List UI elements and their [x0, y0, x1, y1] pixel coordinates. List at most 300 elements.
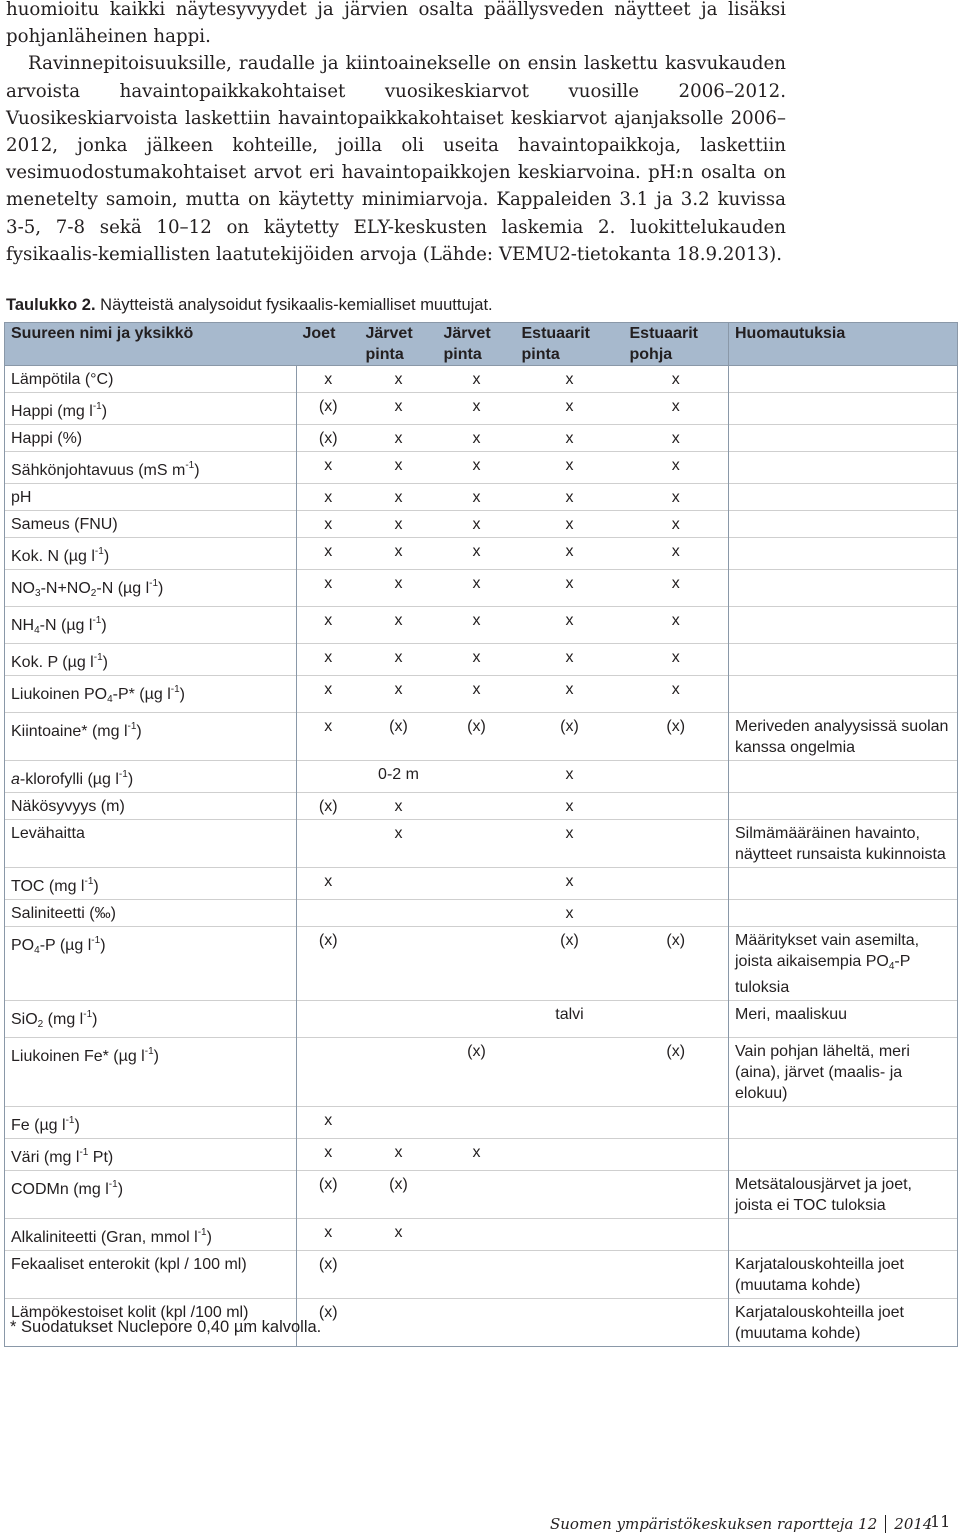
text-fragment: -1: [92, 615, 102, 626]
cell-mark: [360, 1001, 438, 1038]
variable-name: [5, 1251, 297, 1299]
footer-series: Suomen ympäristökeskuksen raportteja 12: [550, 1515, 878, 1533]
text-fragment: Saliniteetti (‰): [11, 905, 116, 922]
page-footer: [550, 1515, 932, 1533]
table-body: [5, 366, 958, 1347]
text-fragment: ): [179, 686, 185, 703]
text-fragment: Happi (%): [11, 430, 83, 447]
text-fragment: Happi (mg l: [11, 403, 93, 420]
text-fragment: pH: [11, 489, 32, 506]
cell-mark: x: [297, 607, 360, 644]
note-cell: [729, 644, 958, 676]
cell-mark: x: [360, 538, 438, 570]
variable-name: [5, 1139, 297, 1171]
text-fragment: Näkösyvyys (m): [11, 798, 125, 815]
note-cell: [729, 1139, 958, 1171]
page-number: 11: [930, 1512, 951, 1531]
cell-mark: [516, 1219, 624, 1251]
text-fragment: Lämpökestoiset kolit (kpl /100 ml): [11, 1304, 249, 1321]
note-cell: [729, 927, 958, 1001]
text-fragment: Pt): [88, 1149, 114, 1166]
text-fragment: 2: [90, 588, 97, 599]
cell-mark: [624, 1107, 729, 1139]
cell-mark: (x): [516, 927, 624, 1001]
cell-mark: x: [516, 570, 624, 607]
paragraph-continuation: huomioitu kaikki näytesyvyydet ja järvien osalta päällysveden näytteet ja lisäksi pohjanläheinen happi.: [6, 0, 786, 48]
variable-name: [5, 761, 297, 793]
variable-name: [5, 868, 297, 900]
cell-mark: x: [438, 366, 516, 393]
cell-mark: [624, 1251, 729, 1299]
table-row: [5, 607, 958, 644]
cell-mark: x: [438, 570, 516, 607]
cell-mark: x: [516, 644, 624, 676]
text-fragment: Väri (mg l: [11, 1149, 80, 1166]
table-row: [5, 761, 958, 793]
note-cell: Silmämääräinen havainto, näytteet runsaista kukinnoista: [729, 820, 958, 868]
cell-mark: [438, 1219, 516, 1251]
note-cell: Karjatalouskohteilla joet (muutama kohde): [729, 1299, 958, 1347]
text-fragment: 2: [37, 1019, 44, 1030]
text-fragment: Kiintoaine* (mg l: [11, 723, 128, 740]
cell-mark: x: [516, 676, 624, 713]
variable-name: [5, 484, 297, 511]
cell-mark: x: [438, 393, 516, 425]
variable-name: [5, 538, 297, 570]
text-fragment: -1: [118, 769, 128, 780]
cell-mark: (x): [516, 713, 624, 761]
note-cell: Karjatalouskohteilla joet (muutama kohde): [729, 1251, 958, 1299]
cell-mark: [624, 868, 729, 900]
text-fragment: ): [127, 771, 134, 788]
cell-mark: x: [438, 676, 516, 713]
header-estuaarit-pohja: Estuaarit pohja: [624, 323, 729, 366]
cell-mark: x: [297, 644, 360, 676]
cell-mark: x: [360, 607, 438, 644]
table-row: [5, 793, 958, 820]
variable-name: [5, 452, 297, 484]
note-cell: [729, 393, 958, 425]
table-row: [5, 1139, 958, 1171]
table-row: [5, 484, 958, 511]
text-fragment: -N (µg l: [39, 617, 93, 634]
text-fragment: -P (µg l: [39, 937, 92, 954]
text-fragment: 4: [34, 625, 40, 636]
text-fragment: -1: [83, 1009, 93, 1020]
cell-mark: [438, 1251, 516, 1299]
cell-mark: x: [360, 425, 438, 452]
note-cell: [729, 570, 958, 607]
cell-mark: (x): [360, 713, 438, 761]
text-fragment: ): [92, 1011, 98, 1028]
note-cell: Metsätalousjärvet ja joet, joista ei TOC tuloksia: [729, 1171, 958, 1219]
table-caption: [6, 296, 493, 315]
cell-mark: [360, 868, 438, 900]
note-cell: [729, 511, 958, 538]
table-row: [5, 676, 958, 713]
cell-mark: [624, 820, 729, 868]
cell-mark: x: [624, 607, 729, 644]
cell-mark: [624, 793, 729, 820]
cell-mark: x: [360, 676, 438, 713]
cell-mark: x: [360, 511, 438, 538]
text-fragment: ): [102, 654, 108, 671]
text-fragment: Liukoinen PO: [11, 686, 108, 703]
cell-mark: x: [516, 393, 624, 425]
cell-mark: x: [516, 868, 624, 900]
text-fragment: Sähkönjohtavuus (mS m: [11, 462, 186, 479]
note-cell: [729, 900, 958, 927]
table-row: [5, 644, 958, 676]
table-row: [5, 511, 958, 538]
table-row: [5, 425, 958, 452]
cell-mark: x: [297, 366, 360, 393]
note-cell: [729, 676, 958, 713]
cell-mark: x: [297, 452, 360, 484]
cell-mark: x: [297, 538, 360, 570]
cell-mark: [438, 761, 516, 793]
note-cell: [729, 607, 958, 644]
note-cell: [729, 793, 958, 820]
cell-mark: x: [360, 1219, 438, 1251]
text-fragment: -1: [149, 578, 159, 589]
text-fragment: Määritykset vain asemilta, joista aikaisempia PO: [735, 932, 920, 970]
text-fragment: Liukoinen Fe* (µg l: [11, 1048, 145, 1065]
text-fragment: NH: [11, 617, 35, 634]
table-row: [5, 1251, 958, 1299]
variables-table: [4, 322, 958, 1347]
cell-mark: [297, 761, 360, 793]
cell-mark: x: [297, 484, 360, 511]
cell-mark: x: [297, 713, 360, 761]
note-cell: Meriveden analyysissä suolan kanssa ongelmia: [729, 713, 958, 761]
text-fragment: TOC (mg l: [11, 878, 85, 895]
text-fragment: -N (µg l: [96, 580, 150, 597]
table-row: [5, 393, 958, 425]
cell-mark: x: [297, 676, 360, 713]
cell-mark: (x): [297, 425, 360, 452]
cell-mark: x: [624, 393, 729, 425]
cell-mark: [360, 1251, 438, 1299]
cell-mark: x: [516, 607, 624, 644]
cell-mark: x: [360, 793, 438, 820]
cell-mark: 0-2 m: [360, 761, 438, 793]
cell-mark: x: [516, 538, 624, 570]
cell-mark: [297, 1001, 360, 1038]
cell-mark: [516, 1139, 624, 1171]
cell-mark: talvi: [516, 1001, 624, 1038]
cell-mark: x: [438, 425, 516, 452]
cell-mark: [624, 1001, 729, 1038]
header-name: Suureen nimi ja yksikkö: [5, 323, 297, 366]
cell-mark: (x): [297, 927, 360, 1001]
text-fragment: -1: [93, 652, 103, 663]
cell-mark: [438, 793, 516, 820]
cell-mark: x: [438, 484, 516, 511]
text-fragment: ): [103, 548, 110, 565]
text-fragment: PO: [11, 937, 35, 954]
cell-mark: x: [624, 570, 729, 607]
cell-mark: [438, 1107, 516, 1139]
table-row: [5, 927, 958, 1001]
cell-mark: x: [624, 538, 729, 570]
table-row: [5, 1107, 958, 1139]
cell-mark: x: [624, 366, 729, 393]
cell-mark: x: [297, 1219, 360, 1251]
text-fragment: -N+NO: [40, 580, 91, 597]
note-cell: Vain pohjan läheltä, meri (aina), järvet (maalis- ja elokuu): [729, 1038, 958, 1107]
text-fragment: Sameus (FNU): [11, 516, 118, 533]
table-caption-text: Näytteistä analysoidut fysikaalis-kemialliset muuttujat.: [95, 296, 493, 314]
text-fragment: ): [117, 1181, 124, 1198]
note-cell: [729, 1107, 958, 1139]
body-text: [6, 0, 786, 268]
text-fragment: ): [101, 403, 108, 420]
note-cell: [729, 538, 958, 570]
cell-mark: [624, 900, 729, 927]
cell-mark: [516, 1251, 624, 1299]
cell-mark: x: [516, 452, 624, 484]
variable-name: [5, 1001, 297, 1038]
text-fragment: Levähaitta: [11, 825, 85, 842]
variable-name: [5, 820, 297, 868]
cell-mark: [624, 1171, 729, 1219]
variable-name: [5, 644, 297, 676]
paragraph-methods: Ravinnepitoisuuksille, raudalle ja kiintoainekselle on ensin laskettu kasvukauden arvoista havaintopaikkakohtaiset vuosikeskiarvot vuosille 2006–2012. Vuosikeskiarvoista laskettiin havaintopaikkakohtaiset keskiarvot ajanjaksolle 2006–2012, jonka jälkeen kohteille, joilla oli useita havaintopaikkoja, laskettiin vesimuodostumakohtaiset arvot eri havaintopaikkojen keskiarvoina. pH:n osalta on menetelty samoin, mutta on käytetty minimiarvoja. Kappaleiden 3.1 ja 3.2 kuvissa 3-5, 7-8 sekä 10–12 on käytetty ELY-keskusten laskemia 2. luokittelukauden fysikaalis-kemiallisten laatutekijöiden arvoja (Lähde: VEMU2-tietokanta 18.9.2013).: [6, 53, 786, 265]
cell-mark: [438, 900, 516, 927]
cell-mark: x: [516, 484, 624, 511]
table-row: [5, 1219, 958, 1251]
text-fragment: -1: [79, 1147, 89, 1158]
text-fragment: -1: [127, 721, 137, 732]
variable-name: [5, 713, 297, 761]
table-row: [5, 820, 958, 868]
cell-mark: [360, 900, 438, 927]
variable-name: [5, 1219, 297, 1251]
cell-mark: [360, 1038, 438, 1107]
cell-mark: (x): [624, 1038, 729, 1107]
text-fragment: 4: [107, 694, 113, 705]
note-cell: [729, 484, 958, 511]
text-fragment: -P tuloksia: [735, 953, 911, 996]
note-cell: [729, 1219, 958, 1251]
cell-mark: (x): [624, 713, 729, 761]
text-fragment: -1: [170, 684, 180, 695]
cell-mark: (x): [438, 1038, 516, 1107]
text-fragment: -1: [197, 1227, 207, 1238]
cell-mark: (x): [297, 1171, 360, 1219]
variable-name: [5, 393, 297, 425]
cell-mark: [438, 820, 516, 868]
cell-mark: [297, 1038, 360, 1107]
text-fragment: -1: [144, 1046, 154, 1057]
text-fragment: -P* (µg l: [112, 686, 171, 703]
text-fragment: -1: [185, 460, 195, 471]
header-jarvet-1: Järvet pinta: [360, 323, 438, 366]
cell-mark: x: [516, 511, 624, 538]
cell-mark: (x): [297, 1299, 360, 1347]
cell-mark: [297, 900, 360, 927]
note-cell: [729, 425, 958, 452]
footnote: * Suodatukset Nuclepore 0,40 µm kalvolla.: [10, 1318, 322, 1336]
cell-mark: (x): [438, 713, 516, 761]
cell-mark: [438, 927, 516, 1001]
table-row: [5, 1038, 958, 1107]
cell-mark: [624, 1299, 729, 1347]
variable-name: [5, 793, 297, 820]
text-fragment: -klorofylli (µg l: [19, 771, 119, 788]
variable-name: [5, 570, 297, 607]
text-fragment: Alkaliniteetti (Gran, mmol l: [11, 1229, 198, 1246]
cell-mark: x: [360, 644, 438, 676]
table-row: [5, 452, 958, 484]
cell-mark: [516, 1299, 624, 1347]
text-fragment: ): [93, 878, 99, 895]
cell-mark: x: [297, 868, 360, 900]
cell-mark: x: [516, 793, 624, 820]
text-fragment: -1: [84, 876, 94, 887]
cell-mark: x: [624, 511, 729, 538]
cell-mark: [624, 1139, 729, 1171]
table-row: [5, 1171, 958, 1219]
text-fragment: ): [194, 462, 200, 479]
table-row: [5, 1001, 958, 1038]
cell-mark: x: [360, 820, 438, 868]
variable-name: [5, 1171, 297, 1219]
text-fragment: Lämpötila (°C): [11, 371, 114, 388]
text-fragment: Fekaaliset enterokit (kpl / 100 ml): [11, 1256, 247, 1273]
cell-mark: [360, 927, 438, 1001]
text-fragment: (mg l: [43, 1011, 84, 1028]
text-fragment: ): [74, 1117, 80, 1134]
note-cell: Meri, maaliskuu: [729, 1001, 958, 1038]
cell-mark: [438, 1001, 516, 1038]
cell-mark: [438, 1171, 516, 1219]
text-fragment: 4: [888, 961, 895, 972]
cell-mark: (x): [297, 393, 360, 425]
cell-mark: x: [438, 452, 516, 484]
header-estuaarit-pinta: Estuaarit pinta: [516, 323, 624, 366]
cell-mark: (x): [297, 793, 360, 820]
cell-mark: x: [624, 644, 729, 676]
variable-name: [5, 511, 297, 538]
note-cell: [729, 452, 958, 484]
cell-mark: x: [624, 676, 729, 713]
cell-mark: (x): [297, 1251, 360, 1299]
cell-mark: (x): [360, 1171, 438, 1219]
cell-mark: x: [516, 820, 624, 868]
variable-name: [5, 927, 297, 1001]
table-row: [5, 713, 958, 761]
text-fragment: ): [101, 617, 107, 634]
cell-mark: x: [360, 393, 438, 425]
cell-mark: [624, 761, 729, 793]
cell-mark: [516, 1038, 624, 1107]
table-row: [5, 570, 958, 607]
cell-mark: x: [438, 607, 516, 644]
variable-name: [5, 1107, 297, 1139]
header-jarvet-2: Järvet pinta: [438, 323, 516, 366]
table-caption-label: Taulukko 2.: [6, 296, 96, 314]
cell-mark: x: [297, 1139, 360, 1171]
text-fragment: ): [136, 723, 142, 740]
cell-mark: x: [516, 900, 624, 927]
variable-name: [5, 607, 297, 644]
cell-mark: x: [297, 570, 360, 607]
text-fragment: -1: [108, 1179, 118, 1190]
cell-mark: x: [516, 761, 624, 793]
note-cell: [729, 761, 958, 793]
variable-name: [5, 676, 297, 713]
note-cell: [729, 366, 958, 393]
cell-mark: x: [624, 484, 729, 511]
cell-mark: [438, 868, 516, 900]
cell-mark: [624, 1219, 729, 1251]
text-fragment: SiO: [11, 1011, 38, 1028]
cell-mark: x: [438, 1139, 516, 1171]
cell-mark: x: [360, 1139, 438, 1171]
footer-separator: [885, 1515, 886, 1533]
footer-year: 2014: [894, 1515, 933, 1533]
variable-name: [5, 366, 297, 393]
text-fragment: Fe (µg l: [11, 1117, 66, 1134]
text-fragment: ): [206, 1229, 212, 1246]
cell-mark: [516, 1107, 624, 1139]
table-row: [5, 538, 958, 570]
header-joet: Joet: [297, 323, 360, 366]
cell-mark: x: [360, 570, 438, 607]
cell-mark: x: [438, 644, 516, 676]
cell-mark: x: [438, 538, 516, 570]
cell-mark: x: [516, 425, 624, 452]
table-header-row: [5, 323, 958, 366]
cell-mark: [360, 1107, 438, 1139]
cell-mark: x: [297, 1107, 360, 1139]
text-fragment: ): [158, 580, 164, 597]
cell-mark: x: [516, 366, 624, 393]
text-fragment: Kok. N (µg l: [11, 548, 95, 565]
cell-mark: [516, 1171, 624, 1219]
header-notes: Huomautuksia: [729, 323, 958, 366]
cell-mark: [360, 1299, 438, 1347]
table-row: [5, 366, 958, 393]
cell-mark: (x): [624, 927, 729, 1001]
text-fragment: -1: [92, 401, 102, 412]
text-fragment: NO: [11, 580, 35, 597]
text-fragment: -1: [65, 1115, 75, 1126]
text-fragment: a: [11, 771, 20, 788]
cell-mark: x: [360, 452, 438, 484]
text-fragment: -1: [94, 546, 104, 557]
cell-mark: x: [624, 452, 729, 484]
text-fragment: ): [100, 937, 106, 954]
note-cell: [729, 868, 958, 900]
cell-mark: x: [624, 425, 729, 452]
variable-name: [5, 425, 297, 452]
cell-mark: x: [360, 484, 438, 511]
text-fragment: Kok. P (µg l: [11, 654, 94, 671]
text-fragment: CODMn (mg l: [11, 1181, 109, 1198]
variable-name: [5, 900, 297, 927]
text-fragment: 4: [34, 945, 40, 956]
cell-mark: [438, 1299, 516, 1347]
text-fragment: -1: [91, 935, 101, 946]
text-fragment: ): [153, 1048, 159, 1065]
cell-mark: x: [360, 366, 438, 393]
table-row: [5, 900, 958, 927]
variable-name: [5, 1038, 297, 1107]
text-fragment: 3: [35, 588, 41, 599]
